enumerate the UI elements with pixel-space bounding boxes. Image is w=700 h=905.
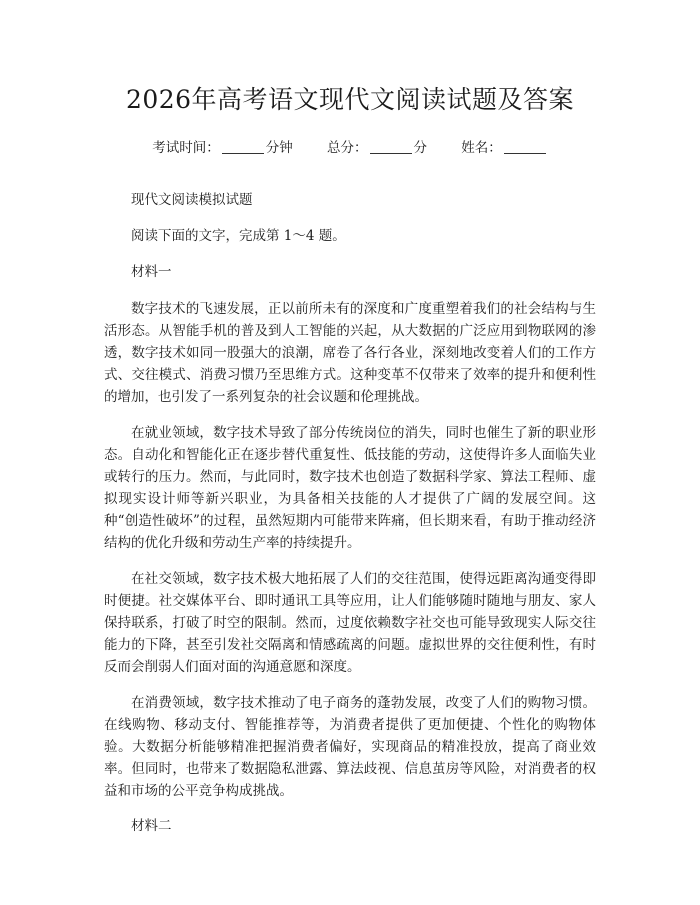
paragraph-employment: 在就业领域，数字技术导致了部分传统岗位的消失，同时也催生了新的职业形态。自动化和智能化正在逐步替代重复性、低技能的劳动，这使得许多人面临失业或转行的压力。然而，与此同时，数字技术也创造了数据科学家、算法工程师、虚拟现实设计师等新兴职业，为具备相关技能的人才提供了广阔的发展空间。这种“创造性破坏”的过程，虽然短期内可能带来阵痛，但长期来看，有助于推动经济结构的优化升级和劳动生产率的持续提升。	[104, 425, 596, 551]
material-two-label: 材料二	[131, 818, 172, 834]
total-score-unit: 分	[413, 140, 427, 156]
material-one-label: 材料一	[131, 264, 172, 280]
paragraph-intro: 数字技术的飞速发展，正以前所未有的深度和广度重塑着我们的社会结构与生活形态。从智能手机的普及到人工智能的兴起，从大数据的广泛应用到物联网的渗透，数字技术如同一股强大的浪潮，席卷了各行各业，深刻地改变着人们的工作方式、交往模式、消费习惯乃至思维方式。这种变革不仅带来了效率的提升和便利性的增加，也引发了一系列复杂的社会议题和伦理挑战。	[104, 301, 596, 405]
exam-time-unit: 分钟	[265, 140, 293, 156]
total-score-field	[327, 138, 427, 158]
section-title: 现代文阅读模拟试题	[131, 192, 253, 208]
paragraph-social: 在社交领域，数字技术极大地拓展了人们的交往范围，使得远距离沟通变得即时便捷。社交媒体平台、即时通讯工具等应用，让人们能够随时随地与朋友、家人保持联系，打破了时空的限制。然而，过度依赖数字社交也可能导致现实人际交往能力的下降，甚至引发社交隔离和情感疏离的问题。虚拟世界的交往便利性，有时反而会削弱人们面对面的沟通意愿和深度。	[104, 571, 596, 675]
page-title: 2026年高考语文现代文阅读试题及答案	[125, 85, 575, 114]
exam-time-blank	[222, 139, 264, 154]
student-name-label: 姓名：	[461, 140, 502, 156]
exam-time-field	[152, 138, 293, 158]
exam-meta	[104, 138, 596, 158]
exam-time-label: 考试时间：	[152, 140, 220, 156]
total-score-blank	[370, 139, 412, 154]
total-score-label: 总分：	[327, 140, 368, 156]
reading-content	[104, 190, 596, 836]
student-name-blank	[504, 139, 546, 154]
paragraph-consumption: 在消费领域，数字技术推动了电子商务的蓬勃发展，改变了人们的购物习惯。在线购物、移动支付、智能推荐等，为消费者提供了更加便捷、个性化的购物体验。大数据分析能够精准把握消费者偏好，实现商品的精准投放，提高了商业效率。但同时，也带来了数据隐私泄露、算法歧视、信息茧房等风险，对消费者的权益和市场的公平竞争构成挑战。	[104, 695, 596, 799]
student-name-field	[461, 138, 548, 158]
reading-instruction: 阅读下面的文字，完成第 1～4 题。	[131, 228, 346, 244]
